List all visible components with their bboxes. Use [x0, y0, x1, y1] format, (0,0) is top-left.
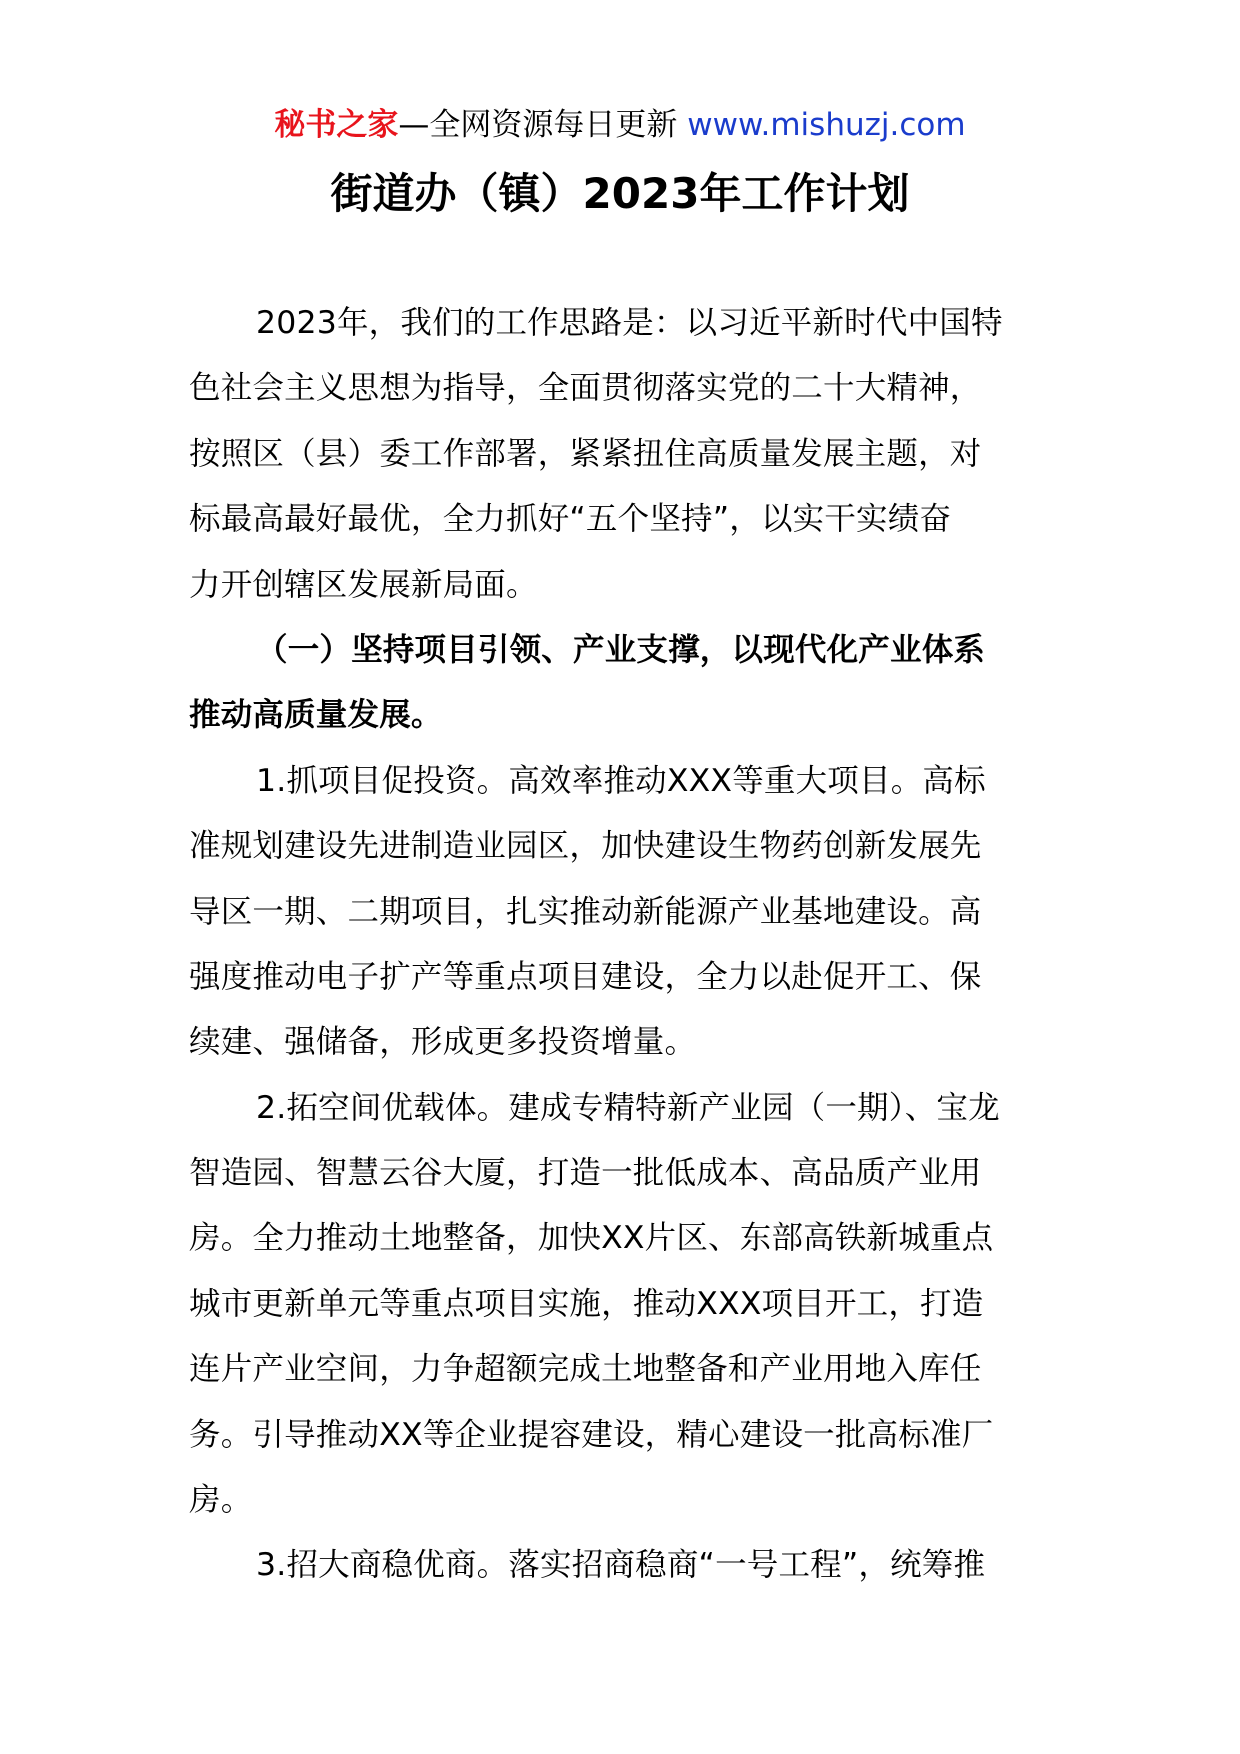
paragraph-line: 连片产业空间，力争超额完成土地整备和产业用地入库任: [189, 1351, 982, 1388]
brand-slogan: —全网资源每日更新: [398, 107, 678, 143]
paragraph-line: 3.招大商稳优商。落实招商稳商“一号工程”，统筹推: [256, 1547, 986, 1584]
document-body: [189, 291, 1057, 1599]
paragraph-line: 力开创辖区发展新局面。: [189, 566, 538, 603]
paragraph-line: 强度推动电子扩产等重点项目建设，全力以赴促开工、保: [189, 958, 982, 995]
document-title: 街道办（镇）2023年工作计划: [330, 169, 910, 218]
paragraph-line: 标最高最好最优，全力抓好“五个坚持”，以实干实绩奋: [189, 501, 952, 538]
paragraph-line: 2023年，我们的工作思路是：以习近平新时代中国特: [256, 305, 1003, 341]
paragraph-line: 1.抓项目促投资。高效率推动XXX等重大项目。高标: [256, 762, 986, 799]
paragraph-line: 务。引导推动XX等企业提容建设，精心建设一批高标准厂: [189, 1416, 994, 1453]
paragraph-line: 2.拓空间优载体。建成专精特新产业园（一期）、宝龙: [256, 1089, 1000, 1126]
website-link[interactable]: www.mishuzj.com: [687, 107, 966, 143]
paragraph-line: 续建、强储备，形成更多投资增量。: [189, 1024, 697, 1061]
section-heading-line: 推动高质量发展。: [189, 697, 443, 734]
header-banner: [0, 100, 1240, 150]
paragraph-line: 城市更新单元等重点项目实施，推动XXX项目开工，打造: [189, 1285, 984, 1322]
paragraph-line: 色社会主义思想为指导，全面贯彻落实党的二十大精神，: [189, 370, 982, 407]
paragraph-line: 房。: [189, 1482, 253, 1519]
paragraph-line: 房。全力推动土地整备，加快XX片区、东部高铁新城重点: [189, 1220, 994, 1257]
paragraph-line: 按照区（县）委工作部署，紧紧扭住高质量发展主题，对: [189, 435, 982, 472]
brand-name: 秘书之家: [274, 107, 399, 143]
section-heading-line: （一）坚持项目引领、产业支撑，以现代化产业体系: [256, 631, 986, 668]
paragraph-line: 智造园、智慧云谷大厦，打造一批低成本、高品质产业用: [189, 1155, 982, 1192]
paragraph-line: 准规划建设先进制造业园区，加快建设生物药创新发展先: [189, 828, 982, 865]
paragraph-line: 导区一期、二期项目，扎实推动新能源产业基地建设。高: [189, 893, 982, 930]
